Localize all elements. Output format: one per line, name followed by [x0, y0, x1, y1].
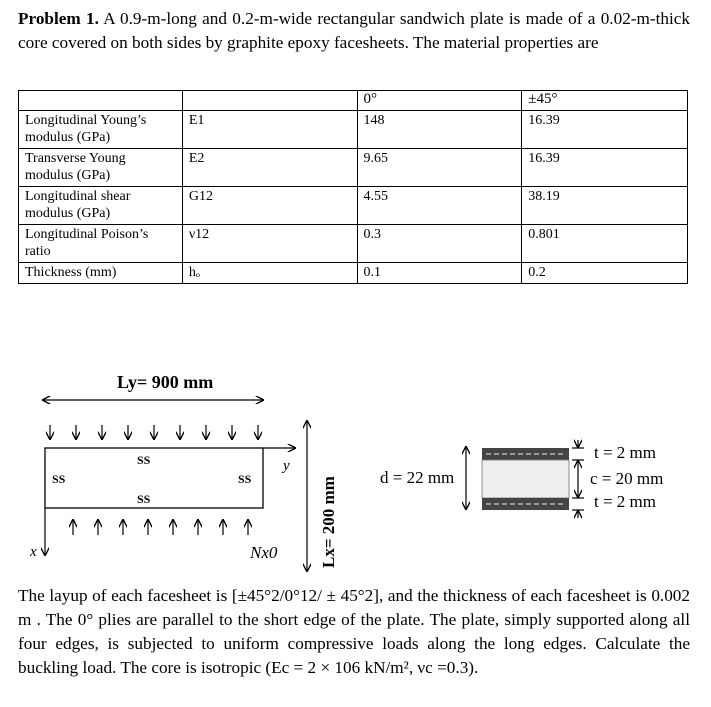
- value-0deg: 9.65: [357, 149, 522, 187]
- bottom-load-arrows: [73, 519, 248, 535]
- bottom-facesheet-thickness-label: t = 2 mm: [594, 492, 657, 511]
- problem-label: Problem 1.: [18, 9, 99, 28]
- property-name: Thickness (mm): [19, 263, 183, 284]
- table-row: [19, 225, 688, 263]
- value-45deg: 0.2: [522, 263, 688, 284]
- header-0deg: 0°: [357, 91, 522, 111]
- closing-paragraph: The layup of each facesheet is [±45°2/0°12/ ± 45°2], and the thickness of each facesheet is 0.002 m . The 0° plies are parallel to the short edge of the plate. The plate, simply supported along all four edges, is subjected to uniform compressive loads along the long edges. Calculate the buckling load. The core is isotropic (Ec = 2 × 106 kN/m², νc =0.3).: [18, 586, 690, 677]
- plate-figure: [0, 360, 711, 575]
- core-layer: [482, 460, 569, 498]
- top-facesheet-thickness-label: t = 2 mm: [594, 443, 657, 462]
- value-0deg: 0.1: [357, 263, 522, 284]
- ss-left-label: SS: [52, 472, 66, 486]
- value-45deg: 16.39: [522, 111, 688, 149]
- ly-dimension-label: Ly= 900 mm: [117, 372, 214, 392]
- property-symbol: E1: [182, 111, 357, 149]
- header-cell: [182, 91, 357, 111]
- problem-text: A 0.9-m-long and 0.2-m-wide rectangular sandwich plate is made of a 0.02-m-thick core covered on both sides by graphite epoxy facesheets. The material properties are: [18, 9, 690, 52]
- table-row: [19, 187, 688, 225]
- property-symbol: ν12: [182, 225, 357, 263]
- value-45deg: 16.39: [522, 149, 688, 187]
- table-header-row: [19, 91, 688, 111]
- table-row: [19, 149, 688, 187]
- ss-top-label: SS: [137, 453, 151, 467]
- y-axis-label: y: [283, 458, 290, 474]
- plate-diagram: [0, 360, 711, 575]
- value-45deg: 0.801: [522, 225, 688, 263]
- plate-outline: [45, 448, 263, 508]
- header-45deg: ±45°: [522, 91, 688, 111]
- thickness-d-label: d = 22 mm: [380, 468, 455, 487]
- core-thickness-label: c = 20 mm: [590, 469, 664, 488]
- material-properties-table: [18, 90, 688, 284]
- table-row: [19, 111, 688, 149]
- x-axis-label: x: [30, 544, 37, 560]
- value-0deg: 148: [357, 111, 522, 149]
- property-name: Transverse Young modulus (GPa): [19, 149, 183, 187]
- value-0deg: 4.55: [357, 187, 522, 225]
- value-45deg: 38.19: [522, 187, 688, 225]
- load-label: Nx0: [250, 543, 278, 562]
- property-symbol: E2: [182, 149, 357, 187]
- ss-bottom-label: SS: [137, 492, 151, 506]
- property-name: Longitudinal shear modulus (GPa): [19, 187, 183, 225]
- property-name: Longitudinal Poison’s ratio: [19, 225, 183, 263]
- property-symbol: G12: [182, 187, 357, 225]
- layer-dimension-marks: [572, 440, 584, 518]
- ss-right-label: SS: [238, 472, 252, 486]
- lx-dimension-label: Lx= 200 mm: [319, 476, 338, 568]
- table-row: [19, 263, 688, 284]
- property-name: Longitudinal Young’s modulus (GPa): [19, 111, 183, 149]
- top-load-arrows: [50, 425, 258, 440]
- property-symbol: hₒ: [182, 263, 357, 284]
- problem-statement: [18, 7, 690, 55]
- header-cell: [19, 91, 183, 111]
- value-0deg: 0.3: [357, 225, 522, 263]
